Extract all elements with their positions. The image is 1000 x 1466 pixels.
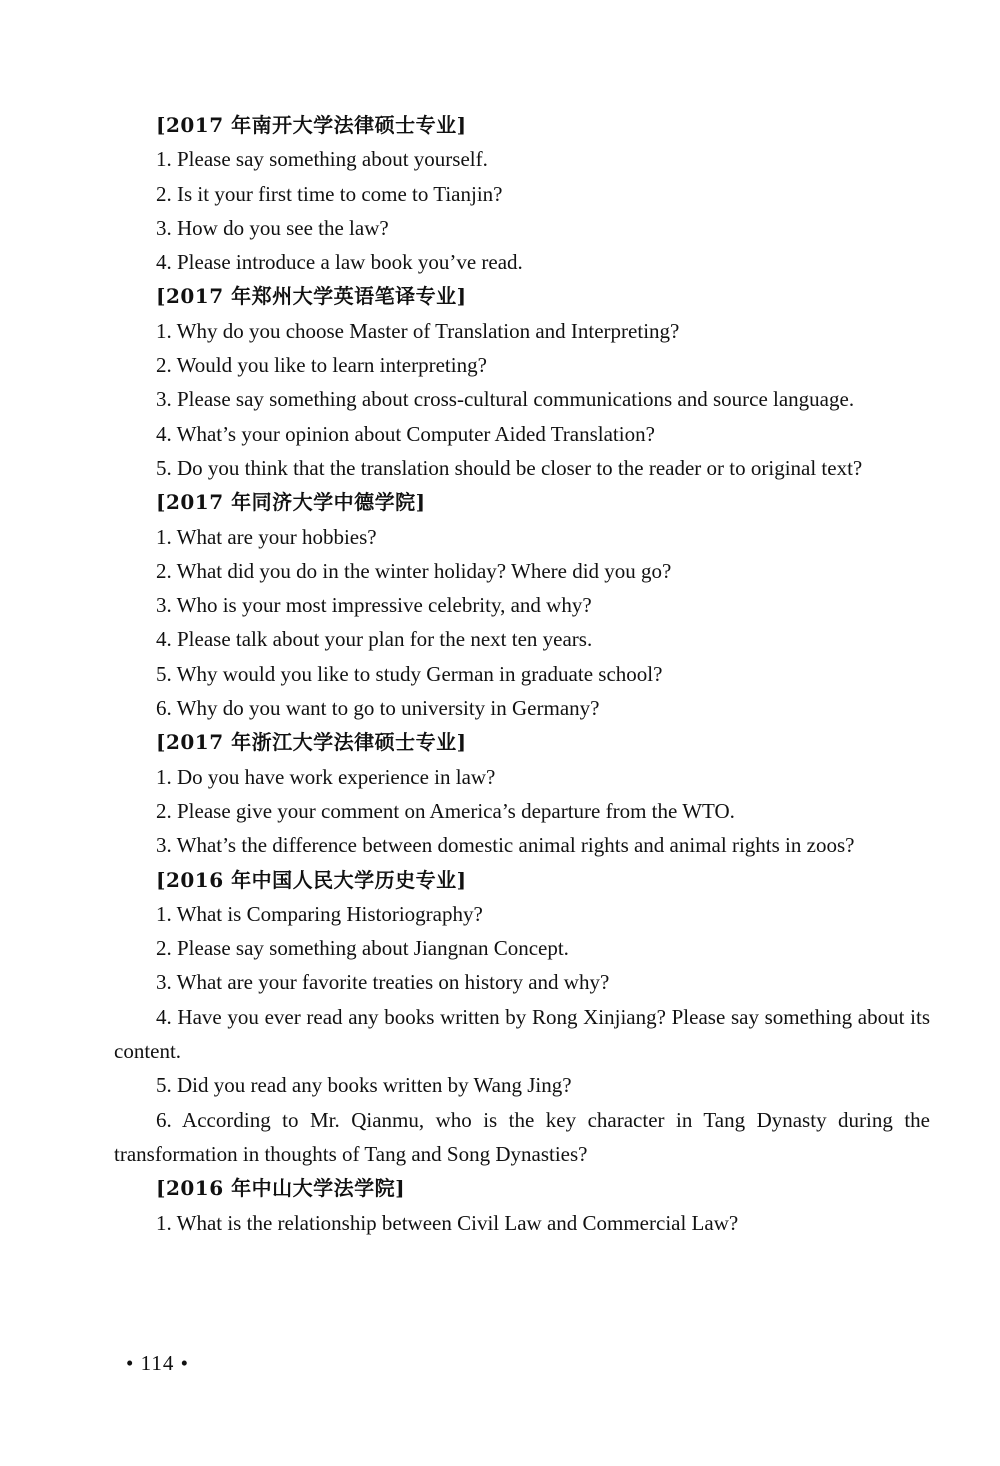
question-item: 1. Why do you choose Master of Translation and Interpreting? bbox=[156, 318, 680, 343]
question-item: 3. How do you see the law? bbox=[156, 215, 389, 240]
question-item: 6. According to Mr. Qianmu, who is the key character in Tang Dynasty during the transformation in thoughts of Tang and Song Dynasties? bbox=[114, 1107, 930, 1166]
section-header: [2016 年中山大学法学院] bbox=[156, 1176, 406, 1201]
question-item: 3. Please say something about cross-cultural communications and source language. bbox=[156, 387, 855, 412]
section-zhejiang bbox=[114, 725, 930, 862]
question-item: 3. Who is your most impressive celebrity, and why? bbox=[156, 593, 592, 618]
section-zhengzhou bbox=[114, 279, 930, 485]
question-item: 2. Would you like to learn interpreting? bbox=[156, 353, 487, 378]
section-tongji bbox=[114, 485, 930, 725]
section-header: [2017 年南开大学法律硕士专业] bbox=[156, 113, 467, 137]
question-item: 2. Please say something about Jiangnan Concept. bbox=[156, 936, 569, 961]
section-renmin bbox=[114, 863, 930, 1172]
question-item: 5. Why would you like to study German in graduate school? bbox=[156, 661, 663, 686]
page-number: • 114 • bbox=[126, 1351, 189, 1375]
question-item: 1. What is the relationship between Civil Law and Commercial Law? bbox=[156, 1210, 739, 1235]
question-item: 2. Please give your comment on America’s departure from the WTO. bbox=[156, 798, 735, 823]
question-item: 3. What are your favorite treaties on history and why? bbox=[156, 970, 610, 995]
section-header: [2016 年中国人民大学历史专业] bbox=[156, 867, 467, 892]
question-item: 2. Is it your first time to come to Tianjin? bbox=[156, 181, 503, 206]
document-page bbox=[114, 108, 930, 1240]
section-zhongshan bbox=[114, 1171, 930, 1240]
question-item: 4. Have you ever read any books written by Rong Xinjiang? Please say something about its content. bbox=[114, 1004, 930, 1064]
question-item: 6. Why do you want to go to university in Germany? bbox=[156, 696, 600, 721]
question-item: 5. Did you read any books written by Wang Jing? bbox=[156, 1073, 572, 1098]
question-item: 1. What is Comparing Historiography? bbox=[156, 901, 483, 926]
section-header: [2017 年郑州大学英语笔译专业] bbox=[156, 284, 467, 309]
question-item: 1. What are your hobbies? bbox=[156, 524, 377, 549]
question-item: 4. Please introduce a law book you’ve read. bbox=[156, 250, 523, 275]
section-header: [2017 年浙江大学法律硕士专业] bbox=[156, 730, 467, 755]
section-header: [2017 年同济大学中德学院] bbox=[156, 490, 426, 515]
question-item: 3. What’s the difference between domestic animal rights and animal rights in zoos? bbox=[156, 833, 855, 858]
question-item: 4. Please talk about your plan for the next ten years. bbox=[156, 627, 593, 652]
question-item: 4. What’s your opinion about Computer Aided Translation? bbox=[156, 421, 655, 446]
question-item: 1. Please say something about yourself. bbox=[156, 147, 488, 172]
section-nankai bbox=[114, 108, 930, 279]
question-item: 1. Do you have work experience in law? bbox=[156, 764, 496, 789]
question-item: 5. Do you think that the translation should be closer to the reader or to original text? bbox=[156, 455, 863, 480]
question-item: 2. What did you do in the winter holiday? Where did you go? bbox=[156, 558, 672, 583]
